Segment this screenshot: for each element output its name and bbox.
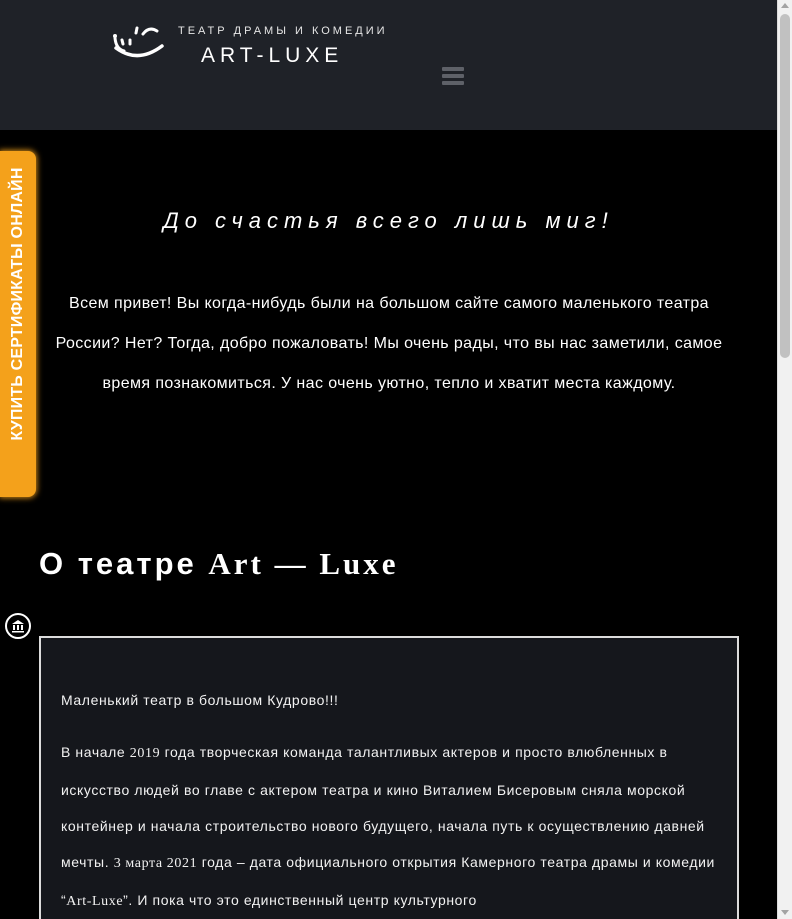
scroll-down-arrow-icon[interactable] [781, 910, 789, 915]
logo-brand-name: ART-LUXE [201, 44, 344, 67]
body-theatre-name: Art-Luxe [66, 894, 124, 909]
buy-certificates-online-tab[interactable] [0, 151, 36, 497]
site-logo[interactable] [112, 22, 402, 72]
scroll-up-arrow-icon[interactable] [781, 3, 789, 8]
buy-certificates-label: КУПИТЬ СЕРТИФИКАТЫ ОНЛАЙН [9, 167, 26, 441]
about-lead: Маленький театр в большом Кудрово!!! [61, 692, 339, 708]
hero-intro-text: Всем привет! Вы когда-нибудь были на большом сайте самого маленького театра России? Нет? Тогда, добро пожаловать! Мы очень рады, что вы нас заметили, самое время познакомиться. У нас очень уютно, тепло и хватит места каждому. [55, 295, 723, 392]
about-section-title [39, 546, 399, 582]
body-year: 2019 [129, 746, 161, 761]
hamburger-menu-icon[interactable] [442, 67, 464, 85]
about-title-prefix: О театре [39, 546, 209, 581]
about-body [61, 734, 721, 919]
body-text-part: В начале [61, 744, 130, 760]
body-date: 3 марта 2021 [113, 856, 198, 871]
site-header [0, 0, 777, 130]
menu-bar [442, 74, 464, 78]
body-text-part: года творческая команда талантливых актеров и просто влюбленных в искусство людей во главе с актером театра и кино Виталием Бисеровым сняла морской контейнер и начала строительство нового будущего, начала путь к осуществлению давней мечты. [61, 744, 705, 870]
body-text-part: года – дата официального открытия Камерного театра драмы и комедии “ [61, 854, 715, 908]
menu-bar [442, 81, 464, 85]
hero-tagline: До счастья всего лишь миг! [163, 208, 614, 233]
about-title-name: Art — Luxe [208, 546, 399, 581]
smiling-face-logo-icon [112, 24, 166, 60]
body-text-part: ”. И пока что это единственный центр культурного [123, 892, 477, 908]
scrollbar-thumb[interactable] [780, 14, 790, 358]
logo-tagline: ТЕАТР ДРАМЫ И КОМЕДИИ [178, 25, 388, 37]
about-card [39, 636, 739, 919]
bank-icon [5, 613, 31, 639]
menu-bar [442, 67, 464, 71]
page-scrollbar[interactable] [777, 0, 792, 919]
